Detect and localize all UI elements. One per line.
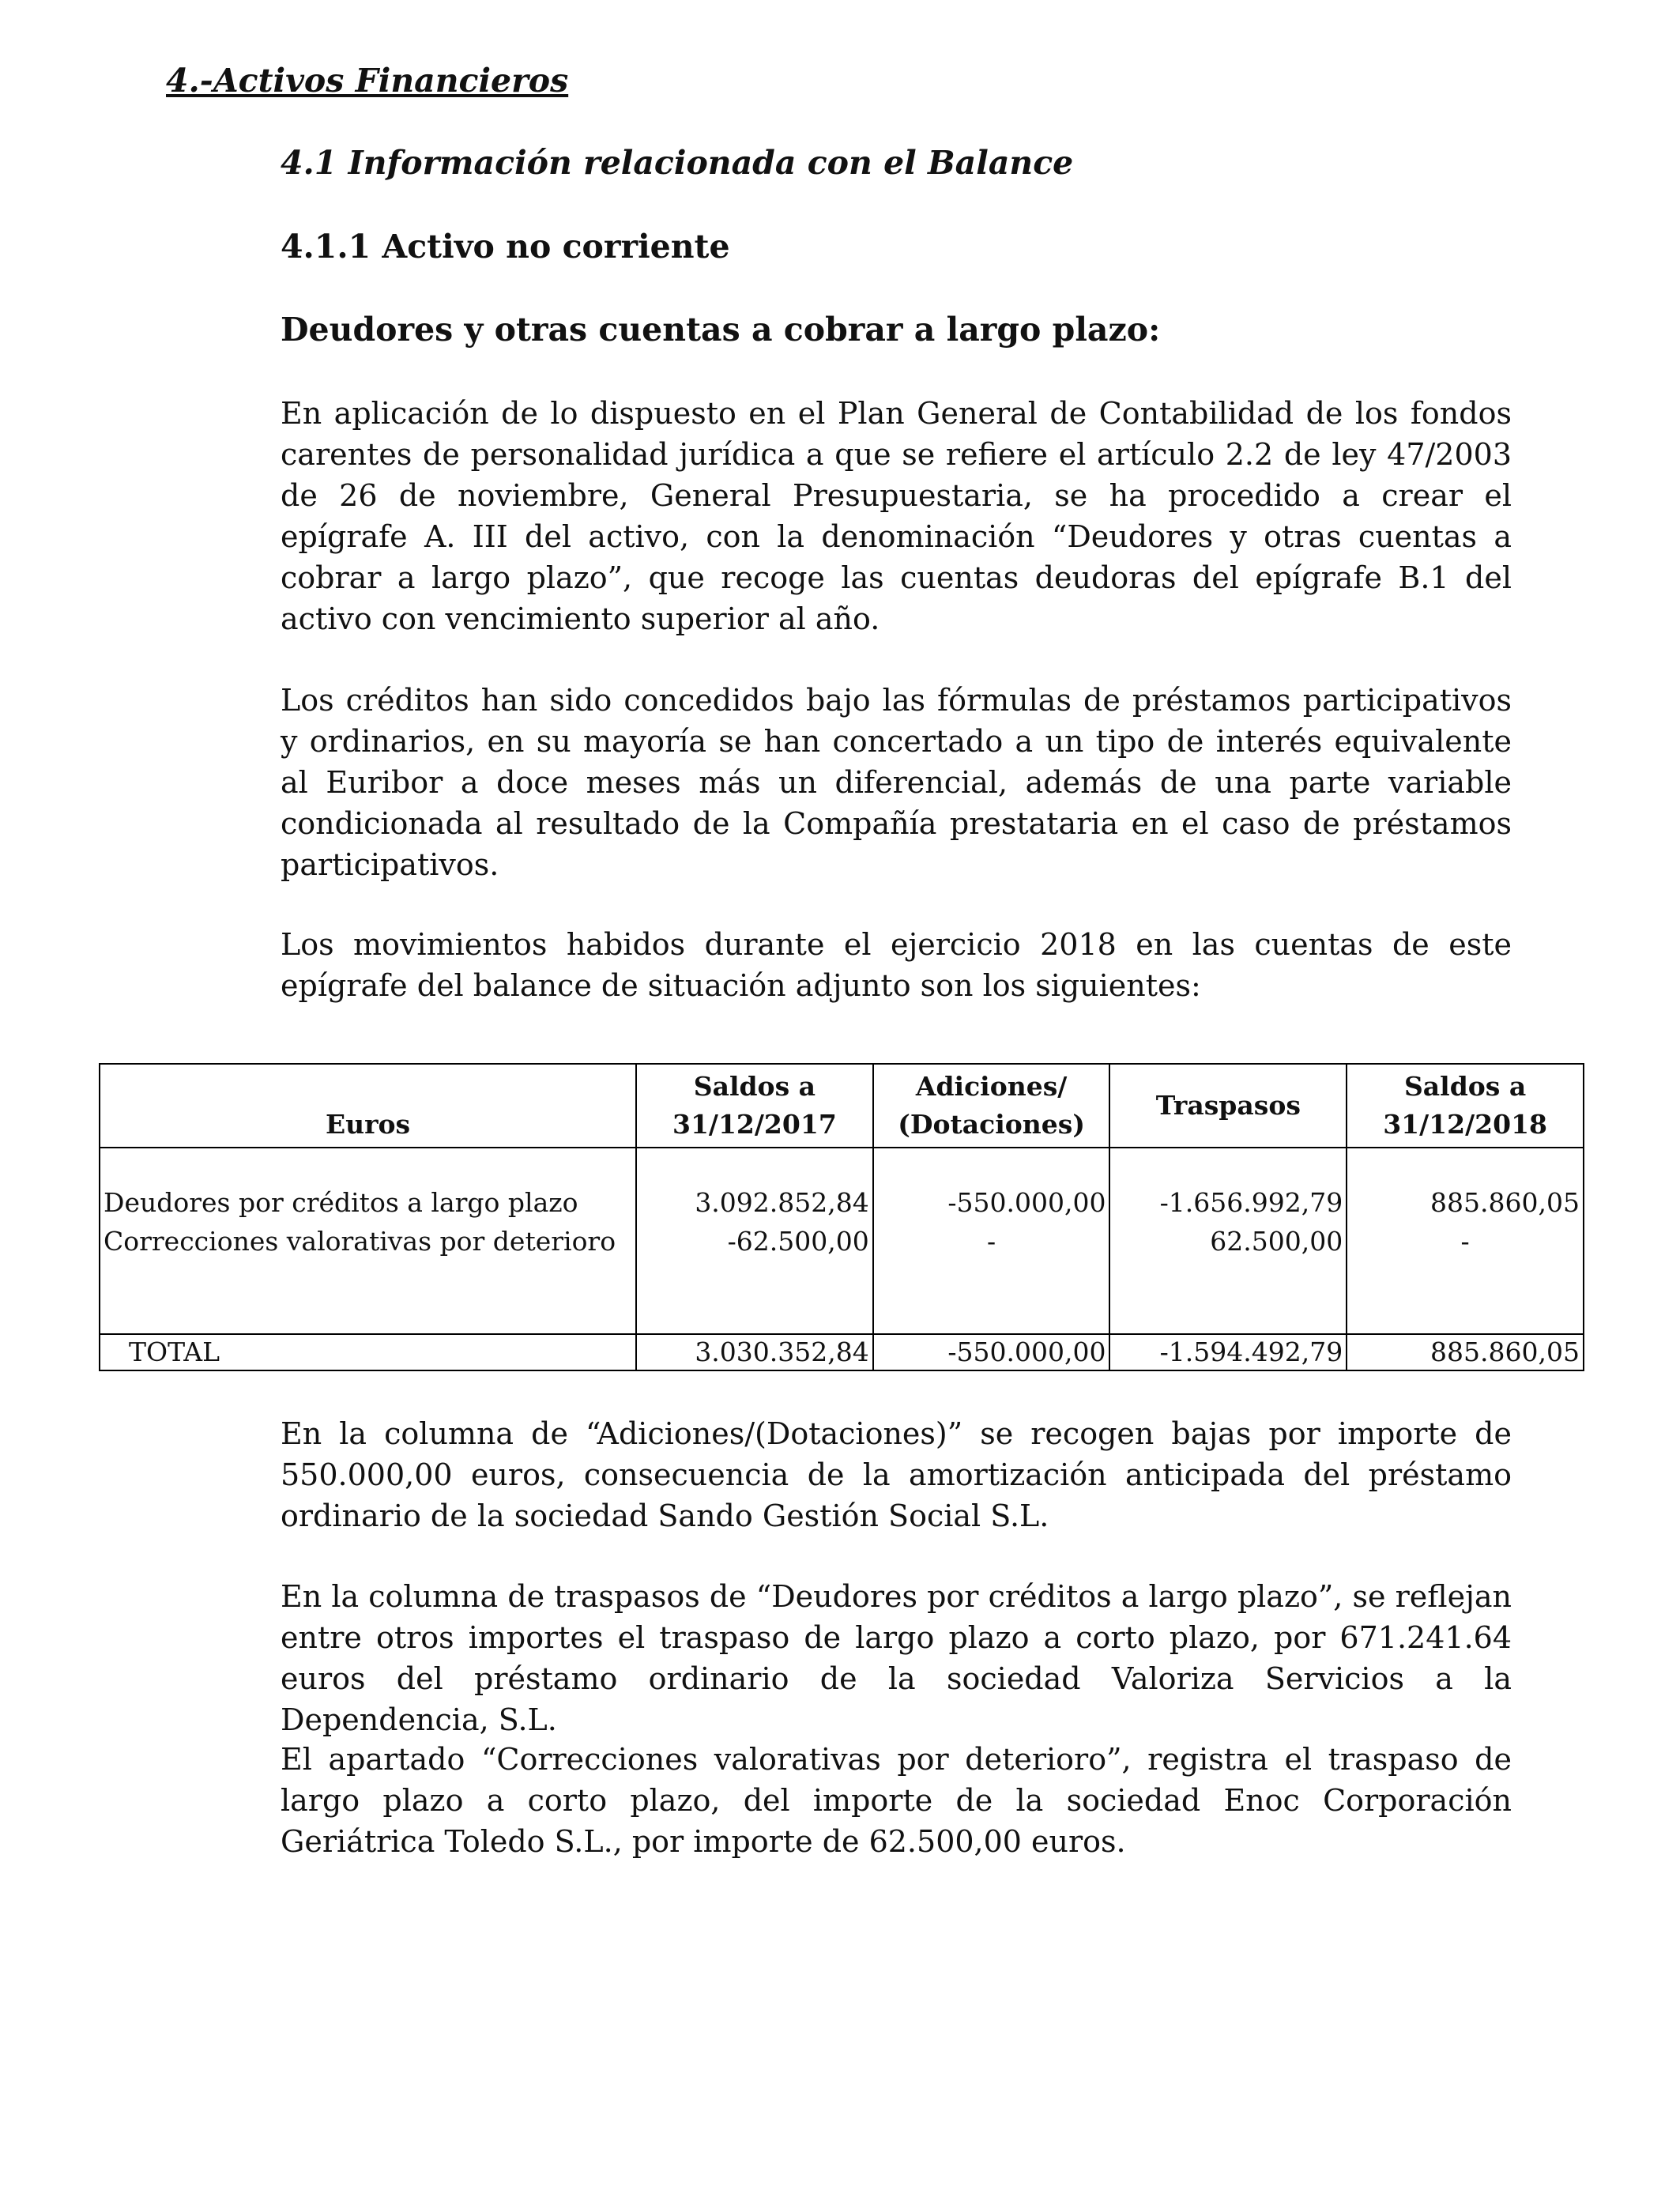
row-label-deudores: Deudores por créditos a largo plazo [104,1187,578,1218]
header-saldos-2017-line1: Saldos a [693,1071,816,1102]
paragraph-adiciones-note: En la columna de “Adiciones/(Dotaciones)” se recogen bajas por importe de 550.000,00 euros, consecuencia de la amortización anticipada del préstamo ordinario de la sociedad Sando Gestión Social S.L. [281,1416,1512,1533]
header-saldos-2018-line1: Saldos a [1403,1071,1527,1102]
header-saldos-2018 [1347,1064,1584,1148]
header-adiciones-line2: (Dotaciones) [898,1109,1085,1140]
header-saldos-2017-line2: 31/12/2017 [672,1109,837,1140]
header-saldos-2017 [636,1064,873,1148]
subsubsection-title: 4.1.1 Activo no corriente [281,228,730,266]
header-adiciones [873,1064,1110,1148]
adiciones-correcciones: - [987,1226,996,1257]
saldo-2018-deudores: 885.860,05 [1430,1187,1580,1218]
table-header-row [100,1064,1584,1148]
movements-table [99,1063,1584,1371]
paragraph-traspasos-note: En la columna de traspasos de “Deudores por créditos a largo plazo”, se reflejan entre otros importes el traspaso de largo plazo a corto plazo, por 671.241.64 euros del préstamo ordinario de la sociedad Valoriza Servicios a la Dependencia, S.L. [281,1579,1512,1737]
paragraph-movements: Los movimientos habidos durante el ejercicio 2018 en las cuentas de este epígrafe del balance de situación adjunto son los siguientes: [281,927,1512,1003]
paragraph-intro: En aplicación de lo dispuesto en el Plan General de Contabilidad de los fondos carentes de personalidad jurídica a que se refiere el artículo 2.2 de ley 47/2003 de 26 de noviembre, General Presupuestaria, se ha procedido a crear el epígrafe A. III del activo, con la denominación “Deudores y otras cuentas a cobrar a largo plazo”, que recoge las cuentas deudoras del epígrafe B.1 del activo con vencimiento superior al año. [281,396,1512,636]
saldo-2017-deudores: 3.092.852,84 [695,1187,869,1218]
table-total-row [100,1334,1584,1370]
traspasos-cell [1109,1148,1347,1334]
traspasos-deudores: -1.656.992,79 [1159,1187,1343,1218]
adiciones-cell [873,1148,1110,1334]
saldo-2018-cell [1347,1148,1584,1334]
saldo-2017-correcciones: -62.500,00 [727,1226,869,1257]
total-saldo-2017: 3.030.352,84 [636,1334,873,1370]
saldo-2018-correcciones: - [1460,1226,1470,1257]
header-adiciones-line1: Adiciones/ [915,1071,1068,1102]
total-saldo-2018: 885.860,05 [1347,1334,1584,1370]
subsection-title: 4.1 Información relacionada con el Balance [281,144,1074,182]
paragraph-credits: Los créditos han sido concedidos bajo las fórmulas de préstamos participativos y ordinarios, en su mayoría se han concertado a un tipo de interés equivalente al Euribor a doce meses más un diferencial, además de una parte variable condicionada al resultado de la Compañía prestataria en el caso de préstamos participativos. [281,683,1512,882]
topic-heading: Deudores y otras cuentas a cobrar a largo plazo: [281,311,1161,349]
header-saldos-2018-line2: 31/12/2018 [1383,1109,1547,1140]
table-body-row [100,1148,1584,1334]
saldo-2017-cell [636,1148,873,1334]
header-traspasos: Traspasos [1109,1064,1347,1148]
paragraph-correcciones-note: El apartado “Correcciones valorativas por deterioro”, registra el traspaso de largo plazo a corto plazo, del importe de la sociedad Enoc Corporación Geriátrica Toledo S.L., por importe de 62.500,00 euros. [281,1742,1512,1859]
row-label-correcciones: Correcciones valorativas por deterioro [104,1226,616,1257]
row-labels-cell [100,1148,636,1334]
total-adiciones: -550.000,00 [873,1334,1110,1370]
section-title: 4.-Activos Financieros [166,62,569,100]
header-euros: Euros [100,1064,636,1148]
traspasos-correcciones: 62.500,00 [1210,1226,1343,1257]
total-traspasos: -1.594.492,79 [1109,1334,1347,1370]
total-label: TOTAL [100,1334,636,1370]
adiciones-deudores: -550.000,00 [947,1187,1106,1218]
